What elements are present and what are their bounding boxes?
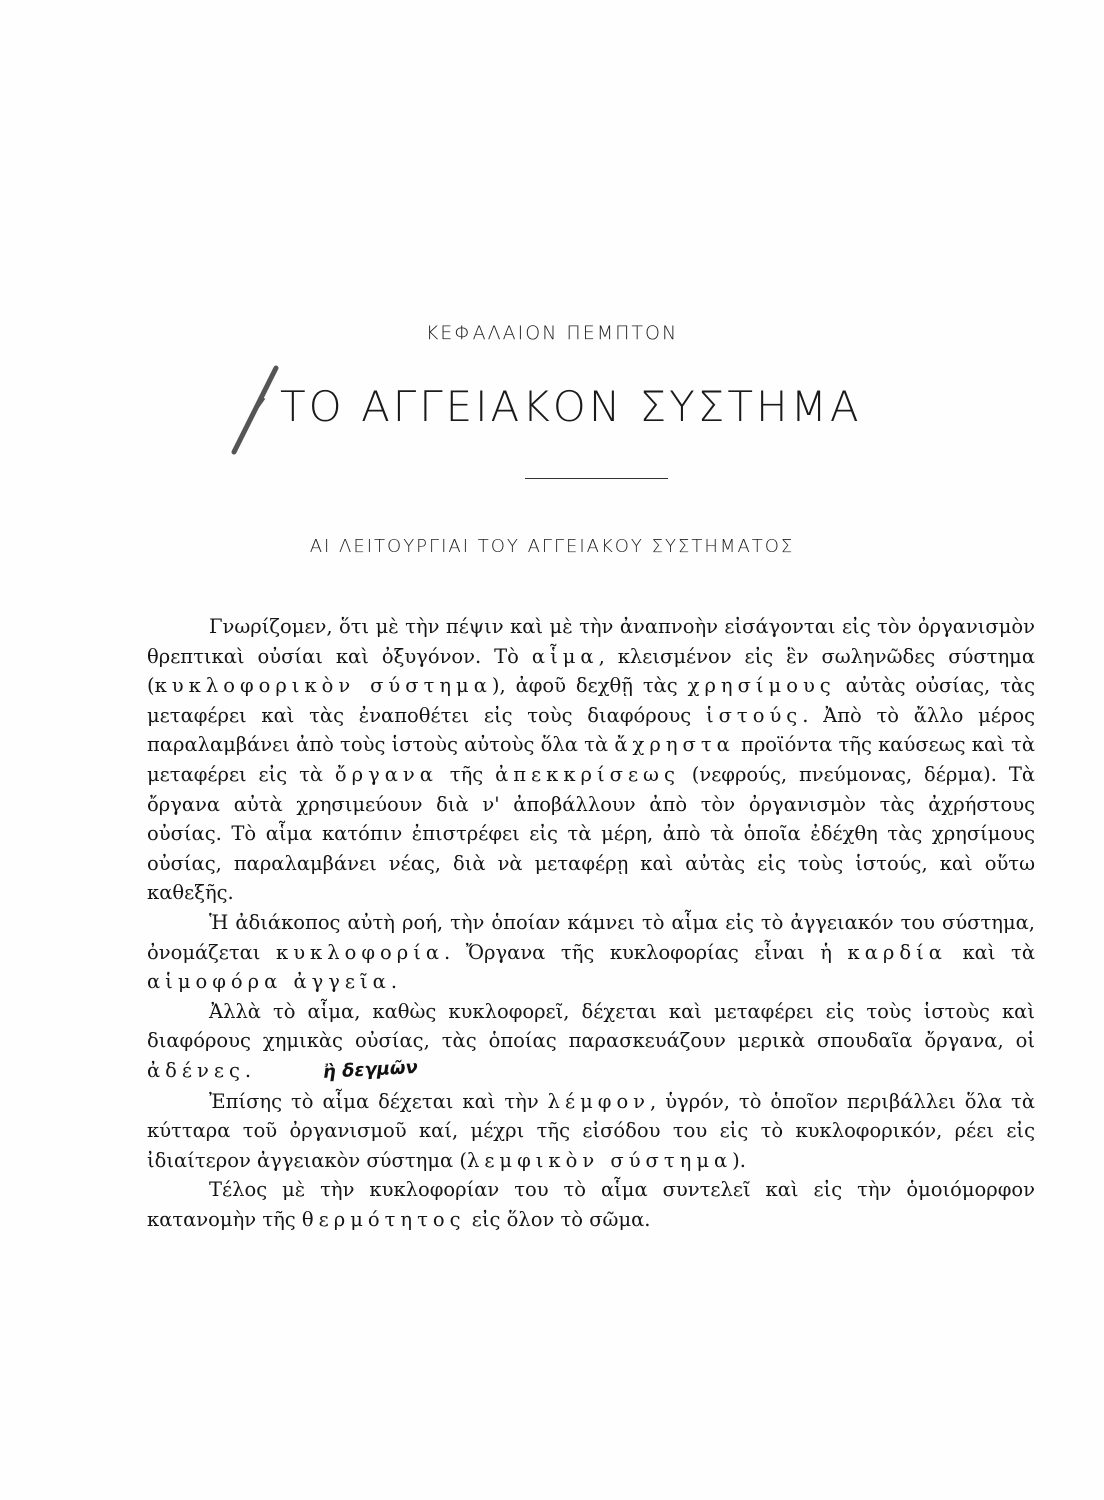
emphasized-term: λεμφικὸν σύστημα: [466, 1148, 733, 1172]
emphasized-term: θερμότητος: [301, 1207, 466, 1231]
emphasized-term: αἷμα: [531, 644, 599, 668]
body-text: [147, 612, 1035, 1234]
section-title: ΑΙ ΛΕΙΤΟΥΡΓΙΑΙ ΤΟΥ ΑΓΓΕΙΑΚΟΥ ΣΥΣΤΗΜΑΤΟΣ: [309, 536, 795, 557]
text-run: . Ὄργανα τῆς κυκλοφορίας εἶναι ἡ: [444, 940, 848, 964]
text-run: , ὑγρόν, τὸ ὁποῖον περιβάλλει ὅλα τὰ κύτταρα τοῦ ὀργανισμοῦ καί, μέχρι τῆς εἰσόδου του εἰς τὸ κυκλοφορικόν, ρέει εἰς ἰδιαίτερον ἀγγειακὸν σύστημα (: [147, 1089, 1035, 1172]
title-divider: [525, 478, 668, 479]
text-run: προϊόντα τῆς καύσεως καὶ τὰ μεταφέρει εἰς τὰ: [147, 733, 1035, 786]
paragraph: [147, 612, 1035, 908]
handwritten-note: ἢ δεγμῶν: [322, 1056, 419, 1083]
paragraph: [147, 1175, 1035, 1234]
text-run: ), ἀφοῦ δεχθῇ τὰς: [491, 674, 688, 698]
chapter-label: ΚΕΦΑΛΑΙΟΝ ΠΕΜΠΤΟΝ: [425, 322, 679, 344]
chapter-title: ΤΟ ΑΓΓΕΙΑΚΟΝ ΣΥΣΤΗΜΑ: [280, 382, 862, 431]
emphasized-term: κυκλοφορία: [276, 940, 445, 964]
text-run: .: [244, 1058, 252, 1082]
emphasized-term: ἱστούς: [705, 703, 803, 727]
paragraph: [147, 1087, 1035, 1176]
text-run: Ἡ ἀδιάκοπος αὐτὴ ροή, τὴν ὁποίαν κάμνει τὸ αἷμα εἰς τὸ ἀγγειακόν του σύστημα, ὀνομάζεται: [147, 910, 1035, 964]
text-run: τῆς: [437, 762, 496, 786]
text-run: Τέλος μὲ τὴν κυκλοφορίαν του τὸ αἷμα συντελεῖ καὶ εἰς τὴν ὁμοιόμορφον κατανομὴν τῆς: [147, 1178, 1035, 1231]
text-run: ).: [732, 1148, 746, 1172]
text-run: (νεφρούς, πνεύμονας, δέρμα). Τὰ ὄργανα αὐτὰ χρησιμεύουν διὰ ν' ἀποβάλλουν ἀπὸ τὸν ὀργανισμὸν τὰς ἀχρήστους οὐσίας. Τὸ αἷμα κατόπιν ἐπιστρέφει εἰς τὰ μέρη, ἀπὸ τὰ ὁποῖα ἐδέχθη τὰς χρησίμους οὐσίας, παραλαμβάνει νέας, διὰ νὰ μεταφέρῃ καὶ αὐτὰς εἰς τοὺς ἱστούς, καὶ οὕτω καθεξῆς.: [147, 762, 1035, 905]
emphasized-term: καρδία: [847, 940, 947, 964]
text-run: , κλεισμένον εἰς ἓν σωληνῶδες σύστημα (: [147, 644, 1035, 698]
text-run: καὶ τὰ: [946, 940, 1035, 964]
text-run: αὐτὰς οὐσίας, τὰς μεταφέρει καὶ τὰς ἐναποθέτει εἰς τοὺς διαφόρους: [147, 674, 1035, 727]
text-run: Ἐπίσης τὸ αἷμα δέχεται καὶ τὴν: [209, 1089, 548, 1113]
emphasized-term: ἀπεκκρίσεως: [495, 762, 680, 786]
emphasized-term: ὄργανα: [334, 762, 438, 786]
text-run: .: [390, 970, 398, 994]
paragraph: [147, 997, 1035, 1087]
emphasized-term: ἀδένες: [147, 1058, 245, 1082]
emphasized-term: αἱμοφόρα ἀγγεῖα: [147, 970, 391, 994]
emphasized-term: λέμφον: [547, 1089, 651, 1113]
text-run: . Ἀπὸ τὸ ἄλλο μέρος παραλαμβάνει ἀπὸ τοὺς ἱστοὺς αὐτοὺς ὅλα τὰ: [147, 703, 1035, 757]
emphasized-term: κυκλοφορικὸν σύστημα: [154, 674, 492, 698]
paragraph: [147, 908, 1035, 997]
text-run: Γνωρίζομεν, ὅτι μὲ τὴν πέψιν καὶ μὲ τὴν ἀναπνοὴν εἰσάγονται εἰς τὸν ὀργανισμὸν θρεπτικαὶ οὐσίαι καὶ ὀξυγόνον. Τὸ: [147, 615, 1035, 668]
text-run: εἰς ὅλον τὸ σῶμα.: [465, 1207, 651, 1231]
emphasized-term: χρησίμους: [687, 674, 836, 698]
emphasized-term: ἄχρηστα: [614, 733, 735, 757]
text-run: Ἀλλὰ τὸ αἷμα, καθὼς κυκλοφορεῖ, δέχεται καὶ μεταφέρει εἰς τοὺς ἱστοὺς καὶ διαφόρους χημικὰς οὐσίας, τὰς ὁποίας παρασκευάζουν μερικὰ σπουδαῖα ὄργανα, οἱ: [147, 999, 1035, 1053]
